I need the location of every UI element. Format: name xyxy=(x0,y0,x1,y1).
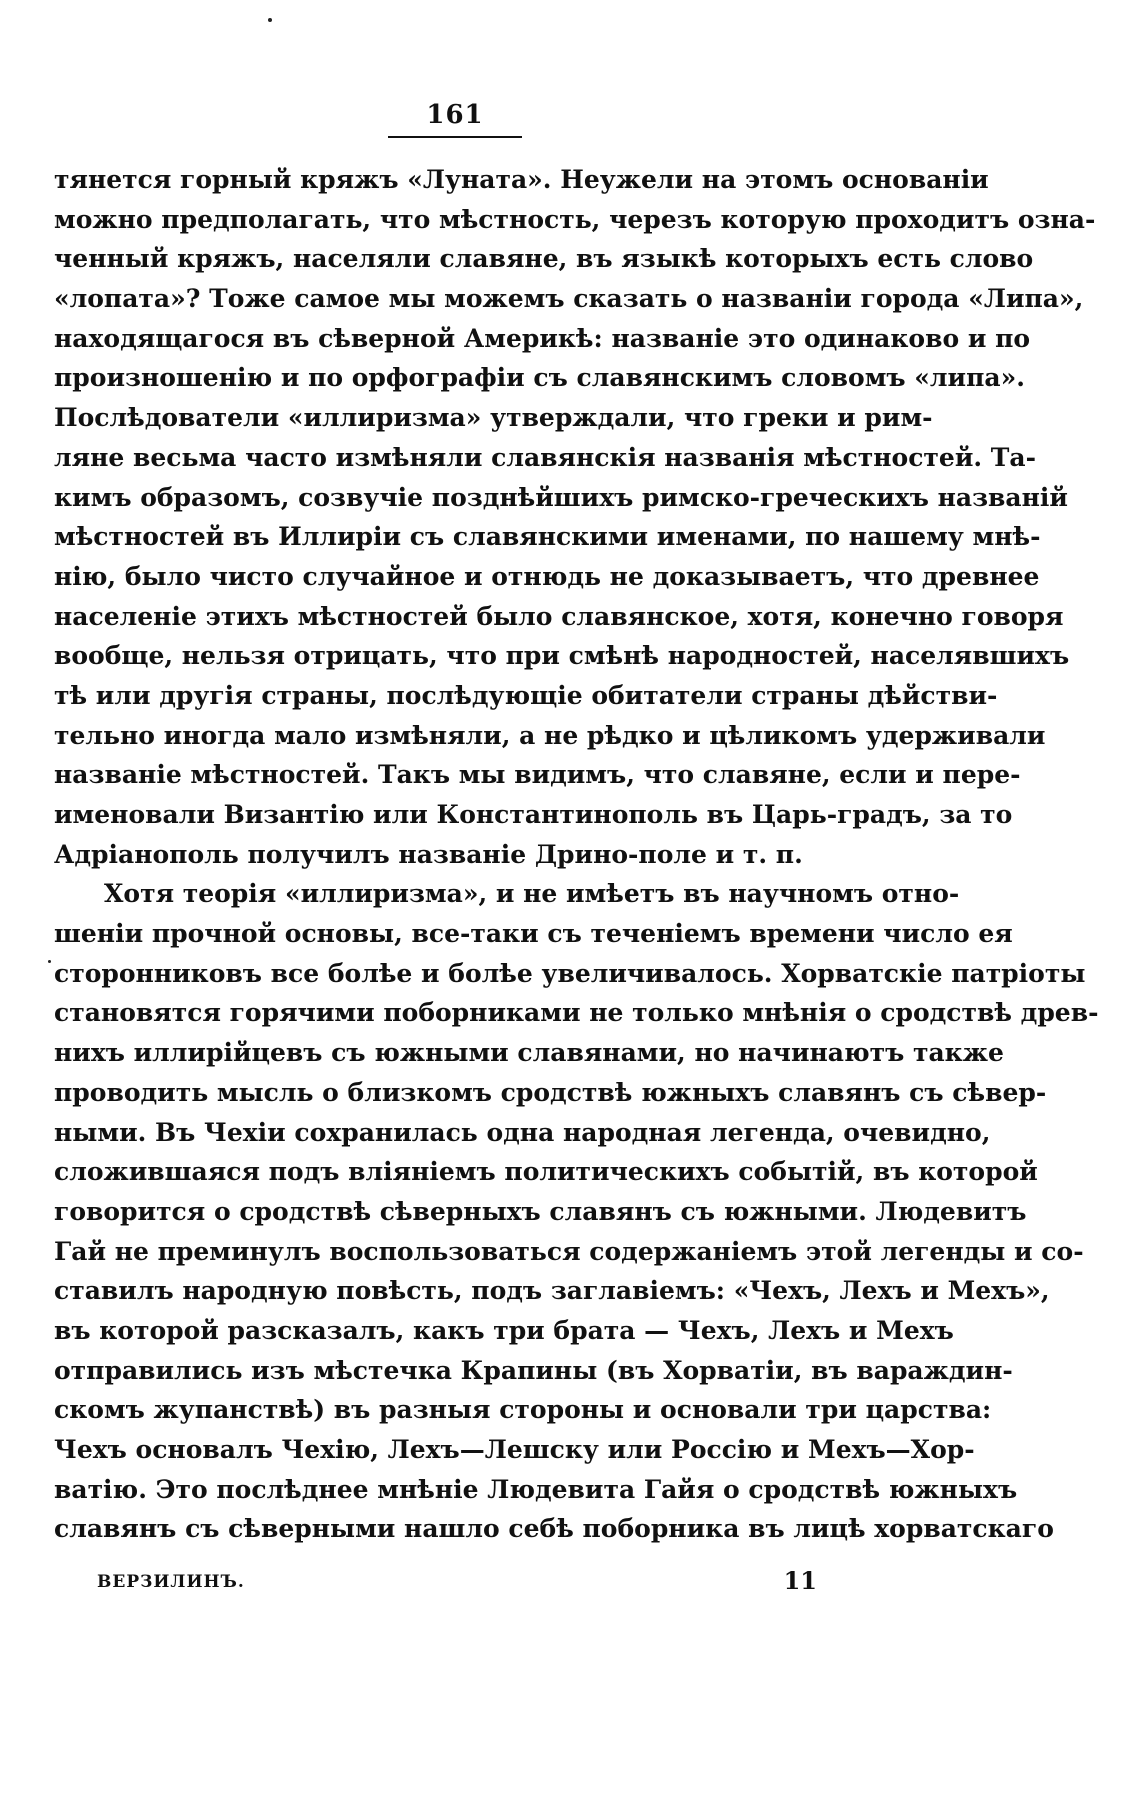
text-line: ставилъ народную повѣсть, подъ заглавіемъ: «Чехъ, Лехъ и Мехъ», xyxy=(54,1276,1050,1306)
text-line: тянется горный кряжъ «Луната». Неужели на этомъ основаніи xyxy=(54,165,989,194)
print-speck xyxy=(268,18,272,22)
text-line: «лопата»? Тоже самое мы можемъ сказать о названіи города «Липа», xyxy=(54,284,1084,314)
text-line: Гай не преминулъ воспользоваться содержаніемъ этой легенды и со- xyxy=(54,1236,1084,1266)
page-footer xyxy=(97,1566,817,1612)
text-line: ными. Въ Чехіи сохранилась одна народная легенда, очевидно, xyxy=(54,1117,991,1147)
text-line: ченный кряжъ, населяли славяне, въ языкѣ которыхъ есть слово xyxy=(54,244,1034,274)
printer-signature: ВЕРЗИЛИНЪ. xyxy=(97,1572,245,1592)
text-line: можно предполагать, что мѣстность, черезъ которую проходитъ озна- xyxy=(54,204,1096,234)
text-line: Послѣдователи «иллиризма» утверждали, что греки и рим- xyxy=(54,403,933,433)
text-line: сложившаяся подъ вліяніемъ политическихъ событій, въ которой xyxy=(54,1157,1038,1187)
text-line: проводить мысль о близкомъ сродствѣ южныхъ славянъ съ сѣвер- xyxy=(54,1077,1047,1107)
text-line: въ которой разсказалъ, какъ три брата — Чехъ, Лехъ и Мехъ xyxy=(54,1315,954,1345)
text-line: шеніи прочной основы, все-таки съ теченіемъ времени число ея xyxy=(54,919,1013,949)
body-text xyxy=(54,160,1099,1549)
text-line: Чехъ основалъ Чехію, Лехъ—Лешску или Россію и Мехъ—Хор- xyxy=(54,1435,975,1464)
text-line: ватію. Это послѣднее мнѣніе Людевита Гайя о сродствѣ южныхъ xyxy=(54,1474,1018,1504)
text-line: говорится о сродствѣ сѣверныхъ славянъ съ южными. Людевитъ xyxy=(54,1196,1027,1226)
page-number: 161 xyxy=(426,100,484,130)
text-line: вообще, нельзя отрицать, что при смѣнѣ народностей, населявшихъ xyxy=(54,641,1070,671)
text-line: находящагося въ сѣверной Америкѣ: названіе это одинаково и по xyxy=(54,323,1031,353)
text-line: сторонниковъ все болѣе и болѣе увеличивалось. Хорватскіе патріоты xyxy=(54,958,1086,988)
text-line: ляне весьма часто измѣняли славянскія названія мѣстностей. Та- xyxy=(54,442,1036,472)
text-line: населеніе этихъ мѣстностей было славянское, хотя, конечно говоря xyxy=(54,601,1064,631)
text-line: Адріанополь получилъ названіе Дрино-поле и т. п. xyxy=(54,839,803,869)
text-line: нихъ иллирійцевъ съ южными славянами, но начинаютъ также xyxy=(54,1038,1004,1068)
text-line: становятся горячими поборниками не только мнѣнія о сродствѣ древ- xyxy=(54,998,1099,1028)
print-speck xyxy=(48,960,51,963)
sheet-number: 11 xyxy=(783,1566,817,1595)
text-line: скомъ жупанствѣ) въ разныя стороны и основали три царства: xyxy=(54,1395,992,1425)
text-line: названіе мѣстностей. Такъ мы видимъ, что славяне, если и пере- xyxy=(54,760,1021,790)
text-line: произношенію и по орфографіи съ славянскимъ словомъ «липа». xyxy=(54,363,1025,393)
text-line: нію, было чисто случайное и отнюдь не доказываетъ, что древнее xyxy=(54,561,1040,591)
text-line: тельно иногда мало измѣняли, а не рѣдко и цѣликомъ удерживали xyxy=(54,720,1046,750)
page-number-rule xyxy=(388,136,522,138)
text-line: отправились изъ мѣстечка Крапины (въ Хорватіи, въ вараждин- xyxy=(54,1355,1013,1385)
text-line: именовали Византію или Константинополь въ Царь-градъ, за то xyxy=(54,800,1013,829)
text-line: тѣ или другія страны, послѣдующіе обитатели страны дѣйстви- xyxy=(54,680,998,710)
text-line: мѣстностей въ Иллиріи съ славянскими именами, по нашему мнѣ- xyxy=(54,522,1041,552)
text-line: славянъ съ сѣверными нашло себѣ поборника въ лицѣ хорватскаго xyxy=(54,1514,1054,1544)
text-line-paragraph-start: Хотя теорія «иллиризма», и не имѣетъ въ научномъ отно- xyxy=(104,879,960,909)
text-line: кимъ образомъ, созвучіе позднѣйшихъ римско-греческихъ названій xyxy=(54,482,1068,512)
